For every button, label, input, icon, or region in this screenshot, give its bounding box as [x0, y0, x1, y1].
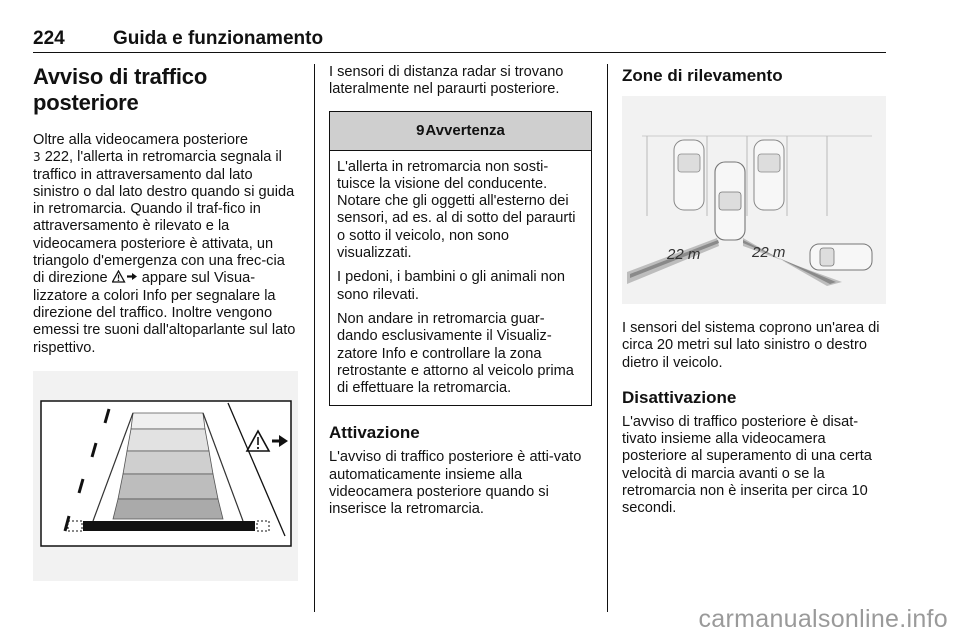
- warning-title: Avvertenza: [425, 122, 505, 140]
- display-illustration: [33, 371, 298, 581]
- page-ref-icon: 3: [33, 150, 41, 165]
- warning-paragraph: L'allerta in retromarcia non sosti-tuisce la visione del conducente. Notare che gli oggetti all'esterno dei sensori, ad es. al di sotto del paraurti o sotto il veicolo, non sono visualizzati.: [337, 158, 576, 262]
- column-right: [622, 64, 886, 518]
- activation-heading: Attivazione: [329, 423, 420, 443]
- column-divider: [607, 64, 608, 612]
- warning-box: [329, 111, 592, 407]
- section-title: Guida e funzionamento: [113, 28, 324, 49]
- intro-paragraph: [33, 132, 298, 357]
- detection-zones-illustration: [622, 96, 886, 304]
- activation-paragraph: L'avviso di traffico posteriore è atti-vato automaticamente insieme alla videocamera posteriore quando si inserisce la retromarcia.: [329, 449, 582, 518]
- body-text-end: appare sul Visua-lizzatore a colori Info per segnalare la direzione del traffico. Inoltre vengono emessi tre suoni dall'altoparlante sul lato rispettivo.: [33, 270, 296, 356]
- intro-line: Oltre alla videocamera posteriore: [33, 132, 248, 148]
- deactivation-heading: Disattivazione: [622, 387, 737, 407]
- page-number: 224: [33, 28, 65, 49]
- column-divider: [314, 64, 315, 612]
- watermark: carmanualsonline.info: [698, 605, 948, 633]
- sensors-paragraph: I sensori di distanza radar si trovano lateralmente nel paraurti posteriore.: [329, 64, 564, 98]
- warning-paragraph: I pedoni, i bambini o gli animali non sono rilevati.: [337, 269, 565, 303]
- warning-paragraph: Non andare in retromarcia guar-dando esclusivamente il Visualiz-zatore Info e controllare la zona retrostante e attorno al veicolo prima di effettuare la retromarcia.: [337, 310, 574, 397]
- column-left: [33, 64, 298, 581]
- zones-heading: Zone di rilevamento: [622, 66, 783, 85]
- warning-body: [330, 151, 591, 406]
- body-text: 222, l'allerta in retromarcia segnala il traffico in attraversamento dal lato sinistro o dal lato destro quando si guida in retromarcia. Quando il traf-fico in attraversamento è rilevato e la videocamera posteriore è attivata, un triangolo d'emergenza con una frec-cia di direzione: [33, 149, 295, 287]
- column-middle: [329, 64, 592, 519]
- zones-paragraph: I sensori del sistema coprono un'area di circa 20 metri sul lato sinistro o destro dietro il veicolo.: [622, 320, 880, 371]
- article-heading: Avviso di traffico posteriore: [33, 64, 208, 115]
- deactivation-paragraph: L'avviso di traffico posteriore è disat-tivato insieme alla videocamera posteriore al superamento di una certa velocità di marcia avanti o se la retromarcia non è inserita per circa 10 secondi.: [622, 413, 872, 517]
- caution-icon: 9: [416, 122, 425, 140]
- distance-label-left: 22 m: [667, 246, 701, 263]
- page-header: [33, 26, 886, 53]
- warning-header: [330, 112, 591, 151]
- warning-arrow-icon: [112, 270, 138, 286]
- distance-label-right: 22 m: [752, 244, 786, 261]
